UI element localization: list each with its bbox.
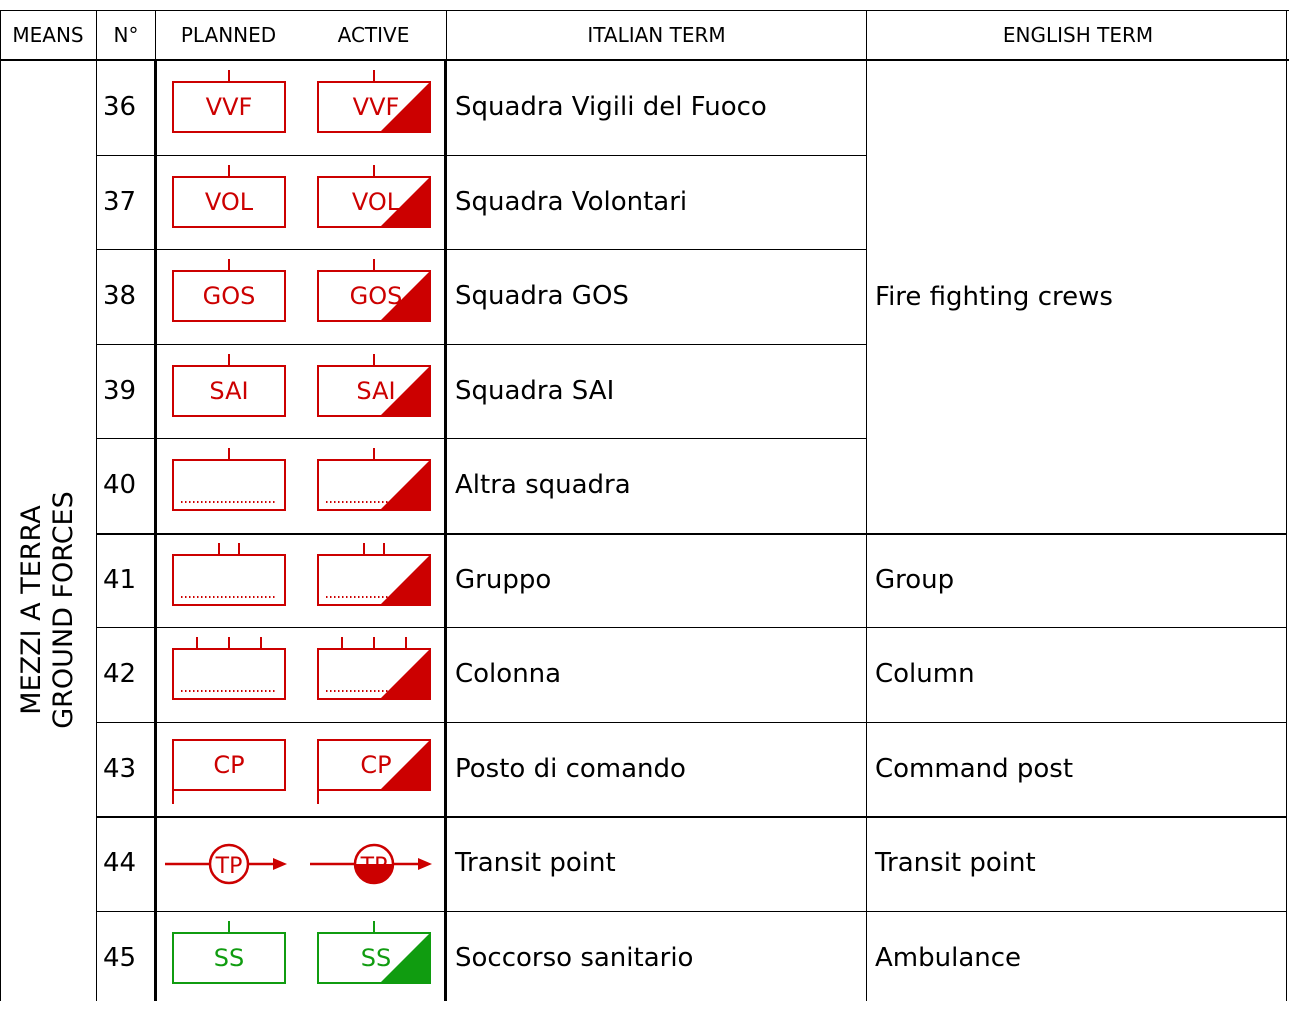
italian-term: Squadra Vigili del Fuoco	[455, 92, 767, 123]
symbol-text: CP	[213, 750, 245, 779]
planned-symbol-graphic	[157, 627, 302, 721]
planned-symbol-graphic	[157, 249, 302, 343]
grid-line	[0, 10, 1289, 11]
italian-term: Altra squadra	[455, 470, 631, 501]
symbol-text: SAI	[209, 376, 249, 405]
italian-term: Posto di comando	[455, 753, 686, 784]
planned-symbol	[157, 722, 302, 817]
planned-symbol-graphic	[157, 60, 302, 154]
planned-symbol	[157, 911, 302, 1006]
active-symbol	[302, 344, 447, 439]
active-symbol-graphic	[302, 438, 447, 532]
symbol-text: TP	[215, 854, 243, 879]
grid-line	[97, 249, 867, 250]
english-term-merged: Fire fighting crews	[875, 282, 1113, 312]
active-symbol-graphic	[302, 722, 447, 816]
planned-symbol-graphic	[157, 722, 302, 816]
grid-line	[97, 816, 1286, 818]
symbol-text: VOL	[351, 187, 401, 216]
planned-symbol	[157, 816, 302, 911]
means-label-italian: MEZZI A TERRA	[16, 505, 47, 715]
means-label-english: GROUND FORCES	[48, 491, 79, 729]
grid-line	[96, 10, 97, 1001]
italian-term: Squadra SAI	[455, 375, 615, 406]
symbol-text: GOS	[202, 282, 256, 310]
header-active: ACTIVE	[337, 23, 410, 47]
row-number: 36	[103, 92, 137, 123]
row-number: 41	[103, 564, 137, 595]
planned-symbol	[157, 438, 302, 533]
row-number: 44	[103, 848, 137, 879]
planned-symbol-graphic	[157, 816, 302, 910]
row-number: 37	[103, 186, 137, 217]
grid-line	[97, 533, 1286, 535]
symbol-text: VOL	[204, 187, 254, 216]
active-symbol	[302, 60, 447, 155]
english-term: Transit point	[875, 848, 1036, 879]
row-number: 40	[103, 470, 137, 501]
planned-symbol	[157, 60, 302, 155]
row-number: 45	[103, 942, 137, 973]
english-term: Column	[875, 659, 975, 690]
header-number: N°	[113, 23, 139, 47]
symbol-text: TP	[360, 854, 388, 879]
english-term: Ambulance	[875, 942, 1022, 973]
active-symbol	[302, 533, 447, 628]
grid-line	[866, 10, 867, 1001]
planned-symbol-graphic	[157, 911, 302, 1005]
active-symbol-graphic	[302, 60, 447, 154]
header-planned: PLANNED	[180, 23, 277, 47]
active-symbol	[302, 438, 447, 533]
symbol-text: SS	[213, 943, 245, 972]
planned-symbol-graphic	[157, 155, 302, 249]
grid-line	[444, 60, 447, 1001]
header-english-term: ENGLISH TERM	[1002, 23, 1154, 47]
active-symbol-graphic	[302, 533, 447, 627]
active-symbol-graphic	[302, 627, 447, 721]
grid-line	[154, 60, 157, 1001]
symbol-text: VVF	[352, 93, 400, 121]
grid-line	[0, 10, 1, 1001]
grid-line	[97, 911, 1286, 912]
symbol-text: SS	[360, 943, 392, 972]
planned-symbol-graphic	[157, 533, 302, 627]
active-symbol-graphic	[302, 911, 447, 1005]
grid-line	[0, 59, 1289, 61]
row-number: 42	[103, 659, 137, 690]
planned-symbol	[157, 344, 302, 439]
header-means: MEANS	[12, 23, 84, 47]
symbol-text: SAI	[356, 376, 396, 405]
planned-symbol	[157, 627, 302, 722]
italian-term: Soccorso sanitario	[455, 942, 694, 973]
grid-line	[97, 722, 1286, 723]
active-symbol-graphic	[302, 816, 447, 910]
planned-symbol	[157, 155, 302, 250]
active-symbol	[302, 911, 447, 1006]
italian-term: Squadra GOS	[455, 281, 629, 312]
active-symbol	[302, 722, 447, 817]
grid-line	[97, 344, 867, 345]
italian-term: Squadra Volontari	[455, 186, 688, 217]
active-symbol	[302, 249, 447, 344]
english-term: Group	[875, 564, 955, 595]
row-number: 39	[103, 375, 137, 406]
active-symbol	[302, 155, 447, 250]
planned-symbol	[157, 249, 302, 344]
planned-symbol-graphic	[157, 438, 302, 532]
english-term: Command post	[875, 753, 1074, 784]
grid-line	[1286, 10, 1287, 1001]
planned-symbol	[157, 533, 302, 628]
header-italian-term: ITALIAN TERM	[587, 23, 726, 47]
active-symbol-graphic	[302, 344, 447, 438]
row-number: 38	[103, 281, 137, 312]
symbol-text: CP	[360, 750, 392, 779]
arrow-head	[418, 858, 432, 870]
grid-line	[97, 438, 867, 439]
symbol-text: GOS	[349, 282, 403, 310]
active-symbol-graphic	[302, 249, 447, 343]
symbol-text: VVF	[205, 93, 253, 121]
italian-term: Transit point	[455, 848, 616, 879]
italian-term: Colonna	[455, 659, 562, 690]
arrow-head	[273, 858, 287, 870]
active-symbol-graphic	[302, 155, 447, 249]
means-label	[16, 491, 80, 729]
row-number: 43	[103, 753, 137, 784]
active-symbol	[302, 627, 447, 722]
grid-line	[97, 155, 867, 156]
grid-line	[97, 627, 1286, 628]
planned-symbol-graphic	[157, 344, 302, 438]
means-column	[0, 60, 96, 1001]
grid-line	[446, 10, 447, 60]
italian-term: Gruppo	[455, 564, 552, 595]
active-symbol	[302, 816, 447, 911]
grid-line	[155, 10, 156, 60]
